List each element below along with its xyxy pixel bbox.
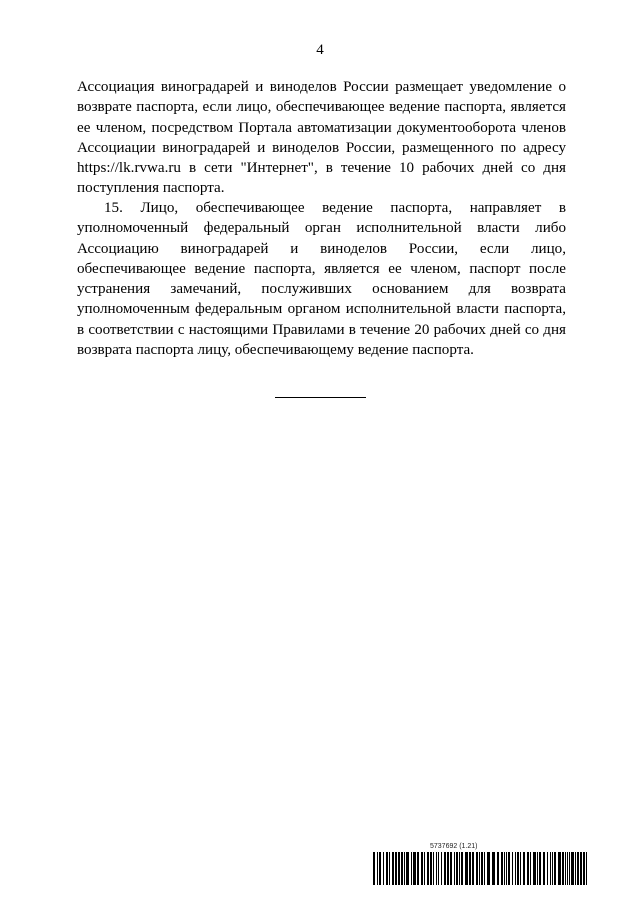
- barcode-icon: [373, 852, 590, 885]
- body-paragraph: Ассоциация виноградарей и виноделов России размещает уведомление о возврате паспорта, если лицо, обеспечивающее ведение паспорта, является ее членом, посредством Портала автоматизации документооборота членов Ассоциации виноградарей и виноделов России, размещенного по адресу https://lk.rvwa.ru в сети "Интернет", в течение 10 рабочих дней со дня поступления паспорта.: [77, 79, 566, 197]
- document-barcode: [373, 843, 590, 885]
- end-separator-line: [275, 397, 366, 398]
- page-number: 4: [316, 42, 324, 58]
- body-paragraph-item-15: 15. Лицо, обеспечивающее ведение паспорта, направляет в уполномоченный федеральный орган исполнительной власти либо Ассоциацию виноградарей и виноделов России, если лицо, обеспечивающее ведение паспорта, является ее членом, паспорт после устранения замечаний, послуживших основанием для возврата уполномоченным федеральным органом исполнительной власти паспорта, в соответствии с настоящими Правилами в течение 20 рабочих дней со дня возврата паспорта лицу, обеспечивающему ведение паспорта.: [77, 200, 566, 359]
- barcode-caption: 5737692 (1.21): [430, 843, 478, 850]
